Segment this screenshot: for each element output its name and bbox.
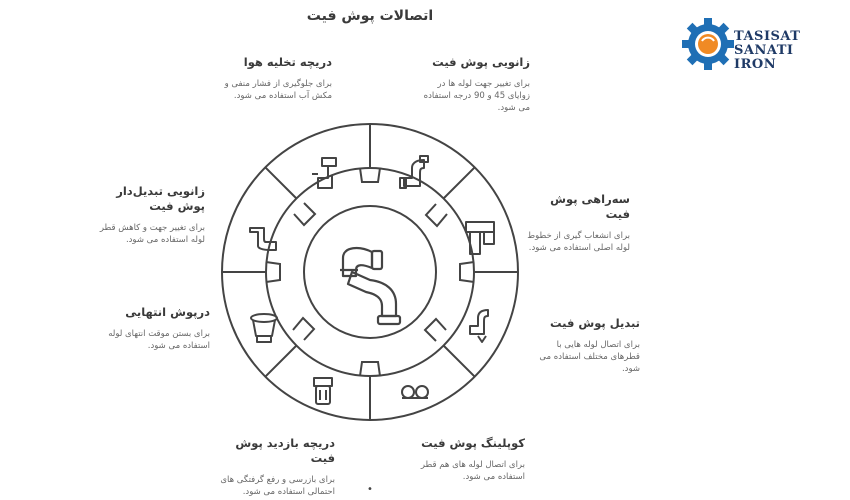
item-description: برای بازرسی و رفع گرفتگی های احتمالی استفاده می شود. bbox=[220, 475, 335, 497]
item-description: برای جلوگیری از فشار منفی و مکش آب استفاده می شود. bbox=[224, 79, 332, 101]
item-air-vent bbox=[212, 55, 332, 102]
item-description: برای اتصال لوله های هم قطر استفاده می شود. bbox=[420, 460, 525, 482]
item-heading: دریچه بازدید پوش فیت bbox=[235, 436, 335, 465]
center-hub bbox=[304, 206, 436, 338]
reducer-icon bbox=[470, 310, 488, 342]
item-heading: زانویی پوش فیت bbox=[432, 55, 530, 69]
item-heading: دریچه تخلیه هوا bbox=[243, 55, 332, 69]
item-heading: سه‌راهی پوش فیت bbox=[550, 192, 630, 221]
item-description: برای انشعاب گیری از خطوط لوله اصلی استفاده می شود. bbox=[527, 231, 630, 253]
item-coupling bbox=[410, 436, 525, 483]
page-title: اتصالات پوش فیت bbox=[306, 8, 434, 24]
item-heading: کوپلینگ پوش فیت bbox=[421, 436, 525, 450]
item-heading: درپوش انتهایی bbox=[125, 305, 210, 319]
item-heading: تبدیل پوش فیت bbox=[549, 316, 640, 330]
item-reducing-elbow bbox=[95, 184, 205, 246]
inner-ring bbox=[266, 168, 474, 376]
item-description: برای اتصال لوله هایی با قطرهای مختلف استفاده می شود. bbox=[539, 340, 640, 374]
item-heading: زانویی تبدیل‌دار پوش فیت bbox=[116, 184, 205, 213]
item-inspection-valve bbox=[215, 436, 335, 498]
item-description: برای تغییر جهت لوله ها در زوایای 45 و 90 درجه استفاده می شود. bbox=[423, 79, 530, 113]
inspection-valve-icon bbox=[314, 378, 332, 404]
end-cap-icon bbox=[251, 314, 277, 342]
item-reducer bbox=[530, 316, 640, 375]
item-description: برای تغییر جهت و کاهش قطر لوله استفاده می شود. bbox=[99, 223, 205, 245]
item-end-cap bbox=[95, 305, 210, 352]
logo-line-1: TASISAT bbox=[734, 29, 801, 44]
coupling-icon bbox=[402, 386, 428, 398]
item-description: برای بستن موقت انتهای لوله استفاده می شود. bbox=[108, 329, 210, 351]
svg-text:•: • bbox=[367, 484, 373, 495]
item-elbow bbox=[420, 55, 530, 114]
item-tee bbox=[525, 192, 630, 254]
logo-line-2: SANATI bbox=[734, 43, 794, 58]
push-fit-pipe-icon bbox=[340, 248, 400, 324]
logo-line-3: IRON bbox=[734, 57, 777, 72]
tee-fitting-icon bbox=[466, 222, 494, 254]
